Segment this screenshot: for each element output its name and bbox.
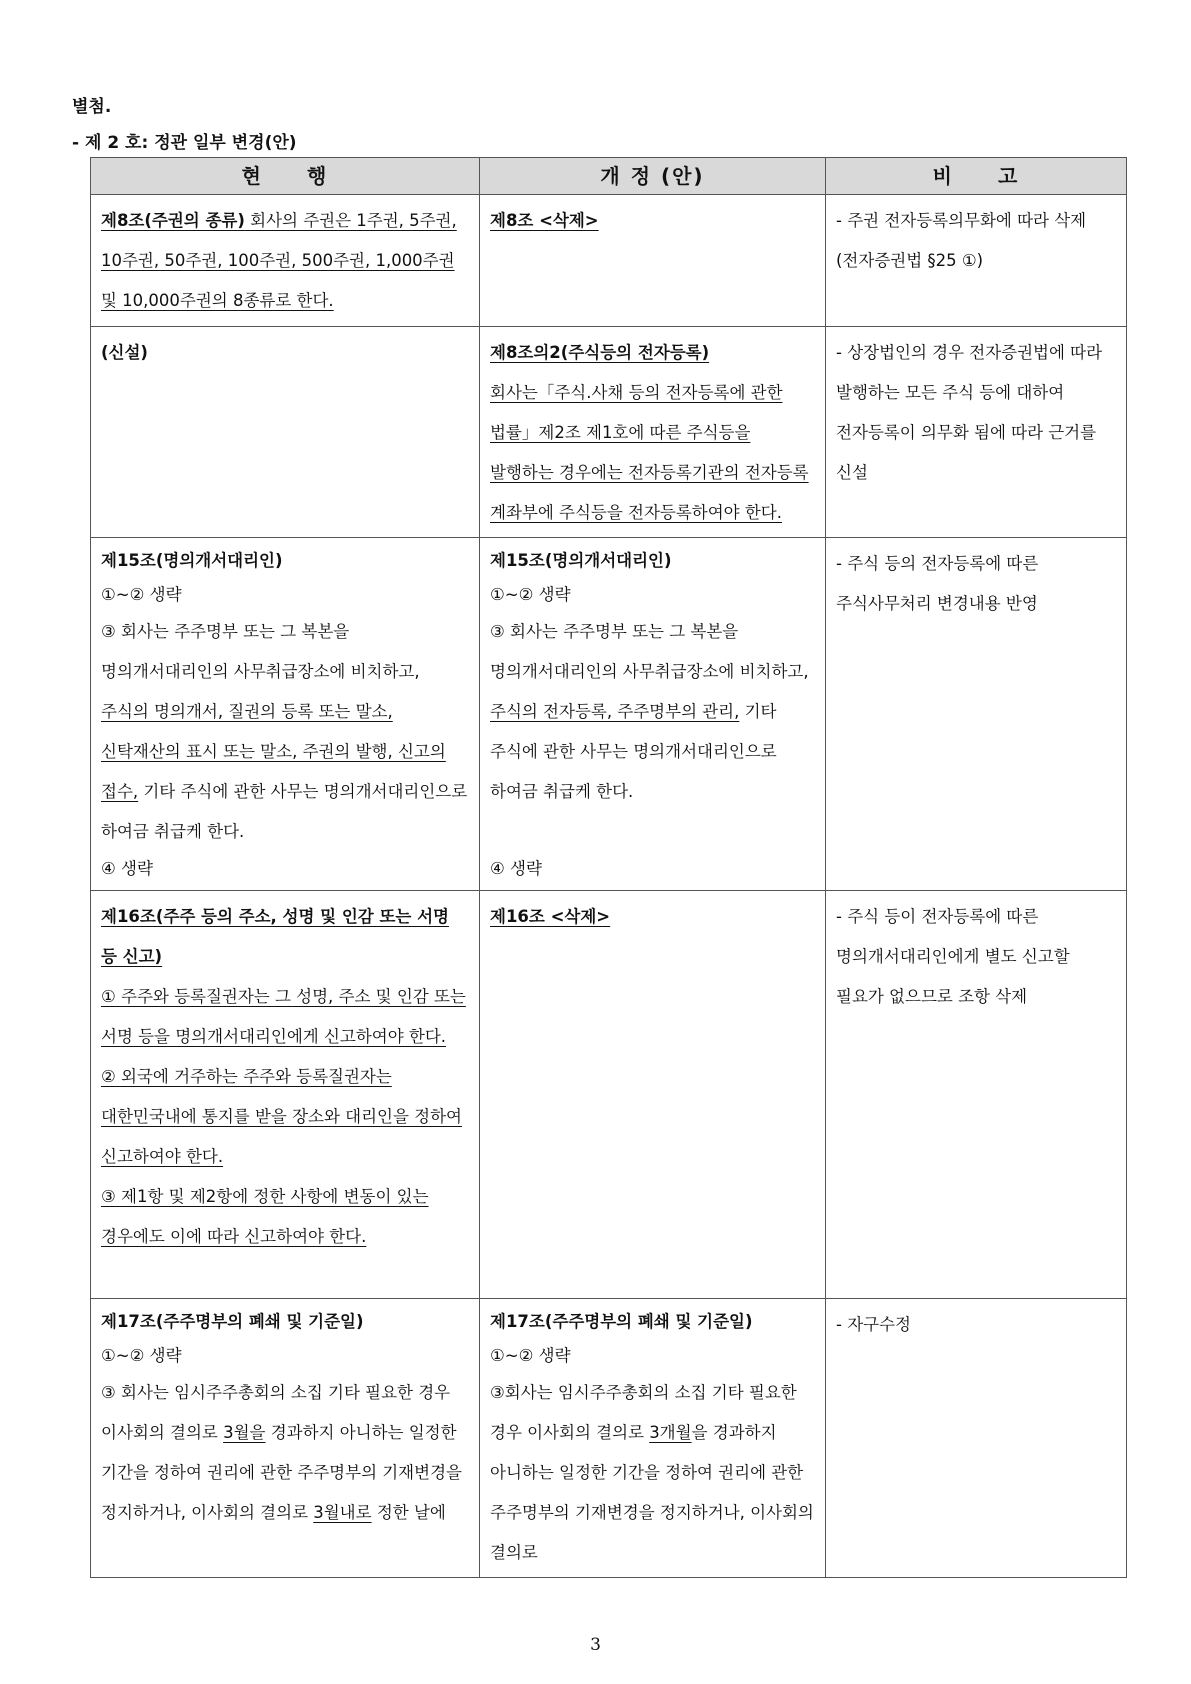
table-row bbox=[91, 327, 1127, 538]
article-title: 제8조의2(주식등의 전자등록) bbox=[490, 343, 710, 362]
remark-cell bbox=[826, 327, 1127, 538]
article-title: 제17조(주주명부의 폐쇄 및 기준일) bbox=[101, 1312, 364, 1331]
amended-article-16: 제16조 <삭제> bbox=[490, 907, 611, 926]
clause-omitted: ①~② 생략 bbox=[101, 585, 182, 604]
header-amended: 개 정 (안) bbox=[480, 158, 826, 195]
current-cell bbox=[91, 327, 480, 538]
clause-3 bbox=[490, 612, 815, 812]
current-article-8 bbox=[101, 201, 469, 321]
amendment-table bbox=[90, 157, 1127, 1578]
remark-text: - 주식 등이 전자등록에 따른 명의개서대리인에게 별도 신고할 필요가 없으므로 조항 삭제 bbox=[836, 907, 1070, 1006]
clause-3 bbox=[101, 612, 469, 852]
article-title: 제8조(주권의 종류) bbox=[101, 211, 245, 230]
clause-text: ③ 회사는 임시주주총회의 소집 기타 필요한 경우 이사회의 결의로 bbox=[101, 1383, 451, 1442]
current-cell bbox=[91, 891, 480, 1299]
article-title: 제15조(명의개서대리인) bbox=[490, 551, 672, 570]
clause-text: ③ 회사는 주주명부 또는 그 복본을 명의개서대리인의 사무취급장소에 비치하고, bbox=[101, 622, 420, 681]
header-current: 현 행 bbox=[91, 158, 480, 195]
clause-3 bbox=[101, 1373, 469, 1533]
header-remarks: 비 고 bbox=[826, 158, 1127, 195]
table-row bbox=[91, 1299, 1127, 1578]
article-title: 제15조(명의개서대리인) bbox=[101, 551, 283, 570]
clause-omitted: ①~② 생략 bbox=[490, 585, 571, 604]
remark-cell bbox=[826, 538, 1127, 891]
table-row bbox=[91, 538, 1127, 891]
new-article-marker: (신설) bbox=[101, 343, 148, 362]
amended-cell bbox=[480, 195, 826, 327]
clause-text: 기타 주식에 관한 사무는 명의개서대리인으로 하여금 취급케 한다. bbox=[490, 702, 777, 801]
clause-omitted: ①~② 생략 bbox=[490, 1346, 571, 1365]
article-text: 회사는「주식.사채 등의 전자등록에 관한 법률」제2조 제1호에 따른 주식등을 발행하는 경우에는 전자등록기관의 전자등록 계좌부에 주식등을 전자등록하여야 한다. bbox=[490, 383, 809, 522]
clause-4: ④ 생략 bbox=[490, 859, 542, 878]
table-header-row bbox=[91, 158, 1127, 195]
remark-cell bbox=[826, 1299, 1127, 1578]
clause-4: ④ 생략 bbox=[101, 859, 153, 878]
clause-text: 경과하지 아니하는 일정한 기간을 정하여 권리에 관한 주주명부의 기재변경을 정지하거나, 이사회의 결의로 bbox=[101, 1423, 462, 1522]
clause-3 bbox=[490, 1373, 815, 1573]
remark-text: - 상장법인의 경우 전자증권법에 따라 발행하는 모든 주식 등에 대하여 전자등록이 의무화 됨에 따라 근거를 신설 bbox=[836, 343, 1103, 482]
current-cell bbox=[91, 538, 480, 891]
amended-cell bbox=[480, 1299, 826, 1578]
clause-text: 기타 주식에 관한 사무는 명의개서대리인으로 하여금 취급케 한다. bbox=[101, 782, 468, 841]
clause-2: ② 외국에 거주하는 주주와 등록질권자는 대한민국내에 통지를 받을 장소와 대리인을 정하여 신고하여야 한다. bbox=[101, 1067, 462, 1166]
current-cell bbox=[91, 1299, 480, 1578]
article-title: 제16조(주주 등의 주소, 성명 및 인감 또는 서명 등 신고) bbox=[101, 907, 449, 966]
remark-text: - 자구수정 bbox=[836, 1315, 911, 1334]
agenda-label: - 제 2 호: 정관 일부 변경(안) bbox=[72, 133, 297, 153]
remark-text: - 주식 등의 전자등록에 따른 주식사무처리 변경내용 반영 bbox=[836, 554, 1039, 613]
remark-cell bbox=[826, 891, 1127, 1299]
remark-cell bbox=[826, 195, 1127, 327]
clause-text: ③회사는 임시주주총회의 소집 기타 필요한 경우 이사회의 결의로 bbox=[490, 1383, 797, 1442]
amended-cell bbox=[480, 538, 826, 891]
clause-text: 을 경과하지 아니하는 일정한 기간을 정하여 권리에 관한 주주명부의 기재변경을 정지하거나, 이사회의 결의로 bbox=[490, 1423, 814, 1562]
clause-3: ③ 제1항 및 제2항에 정한 사항에 변동이 있는 경우에도 이에 따라 신고하여야 한다. bbox=[101, 1187, 429, 1246]
clause-text-changed: 주식의 전자등록, 주주명부의 관리, bbox=[490, 702, 740, 721]
clause-omitted: ①~② 생략 bbox=[101, 1346, 182, 1365]
article-text: 회사의 주권은 1주권, 5주권, 10주권, 50주권, 100주권, 500주권, 1,000주권 및 10,000주권의 8종류로 한다. bbox=[101, 211, 457, 310]
amended-cell bbox=[480, 327, 826, 538]
table-row bbox=[91, 891, 1127, 1299]
appendix-label: 별첨. bbox=[72, 97, 112, 117]
article-title: 제17조(주주명부의 폐쇄 및 기준일) bbox=[490, 1312, 753, 1331]
clause-text-changed: 3월을 bbox=[223, 1423, 266, 1442]
clause-text: ③ 회사는 주주명부 또는 그 복본을 명의개서대리인의 사무취급장소에 비치하고, bbox=[490, 622, 809, 681]
clause-1: ① 주주와 등록질권자는 그 성명, 주소 및 인감 또는 서명 등을 명의개서대리인에게 신고하여야 한다. bbox=[101, 987, 466, 1046]
clause-text-changed: 3월내로 bbox=[313, 1503, 372, 1522]
clause-text: 정한 날에 bbox=[371, 1503, 446, 1522]
clause-text-changed: 3개월 bbox=[649, 1423, 692, 1442]
amended-cell bbox=[480, 891, 826, 1299]
remark-text: - 주권 전자등록의무화에 따라 삭제(전자증권법 §25 ①) bbox=[836, 211, 1087, 270]
spacer bbox=[490, 812, 815, 852]
current-cell bbox=[91, 195, 480, 327]
page-number: 3 bbox=[590, 1635, 601, 1655]
clause-text-changed: 주식의 명의개서, 질권의 등록 또는 말소, 신탁재산의 표시 또는 말소, 주권의 발행, 신고의 접수, bbox=[101, 702, 446, 801]
table-row bbox=[91, 195, 1127, 327]
amended-article-8: 제8조 <삭제> bbox=[490, 211, 599, 230]
